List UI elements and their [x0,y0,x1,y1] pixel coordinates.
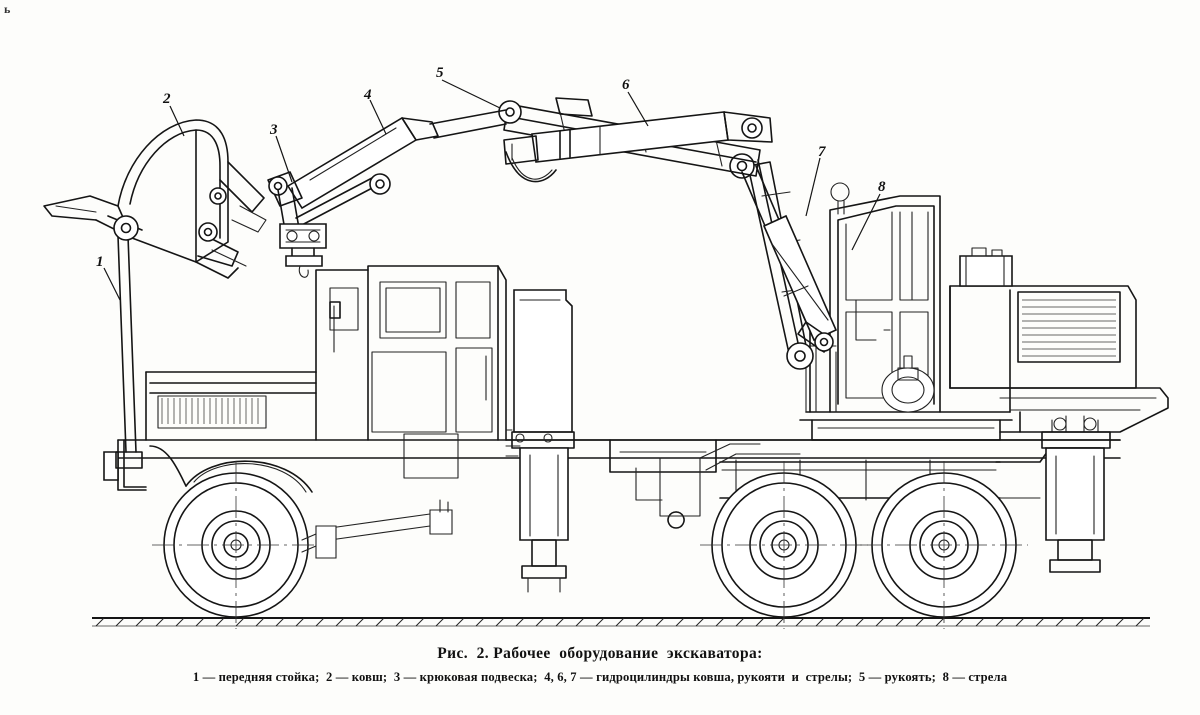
callout-4: 4 [364,87,372,103]
caption-title: Рис. 2. Рабочее оборудование экскаватора: [437,645,763,662]
undercarriage-detail [882,356,934,412]
callout-8: 8 [878,179,886,195]
caption-legend: 1 — передняя стойка; 2 — ковш; 3 — крюковая подвеска; 4, 6, 7 — гидроцилиндры ковша, рукояти и стрелы; 5 — рукоять; 8 — стрела [192,670,1008,684]
figure-caption [0,645,1200,685]
wheel-rear-2 [860,461,1028,629]
steering-linkage [302,500,452,558]
bucket [44,120,266,278]
corner-page-mark: ь [4,2,11,16]
boom-cylinder [742,166,836,352]
platform-walkway [700,330,836,470]
wheel-front [152,461,320,629]
callout-2: 2 [163,91,171,107]
callout-6: 6 [622,77,630,93]
front-pillar [114,216,142,468]
ground-line [92,618,1150,626]
callout-1: 1 [96,254,104,270]
engine-housing [950,248,1168,432]
callout-7: 7 [818,144,826,160]
outrigger-front [506,290,574,592]
wheel-rear-1 [700,461,868,629]
callout-5: 5 [436,65,444,81]
bucket-cylinder [268,110,506,236]
callout-3: 3 [270,122,278,138]
